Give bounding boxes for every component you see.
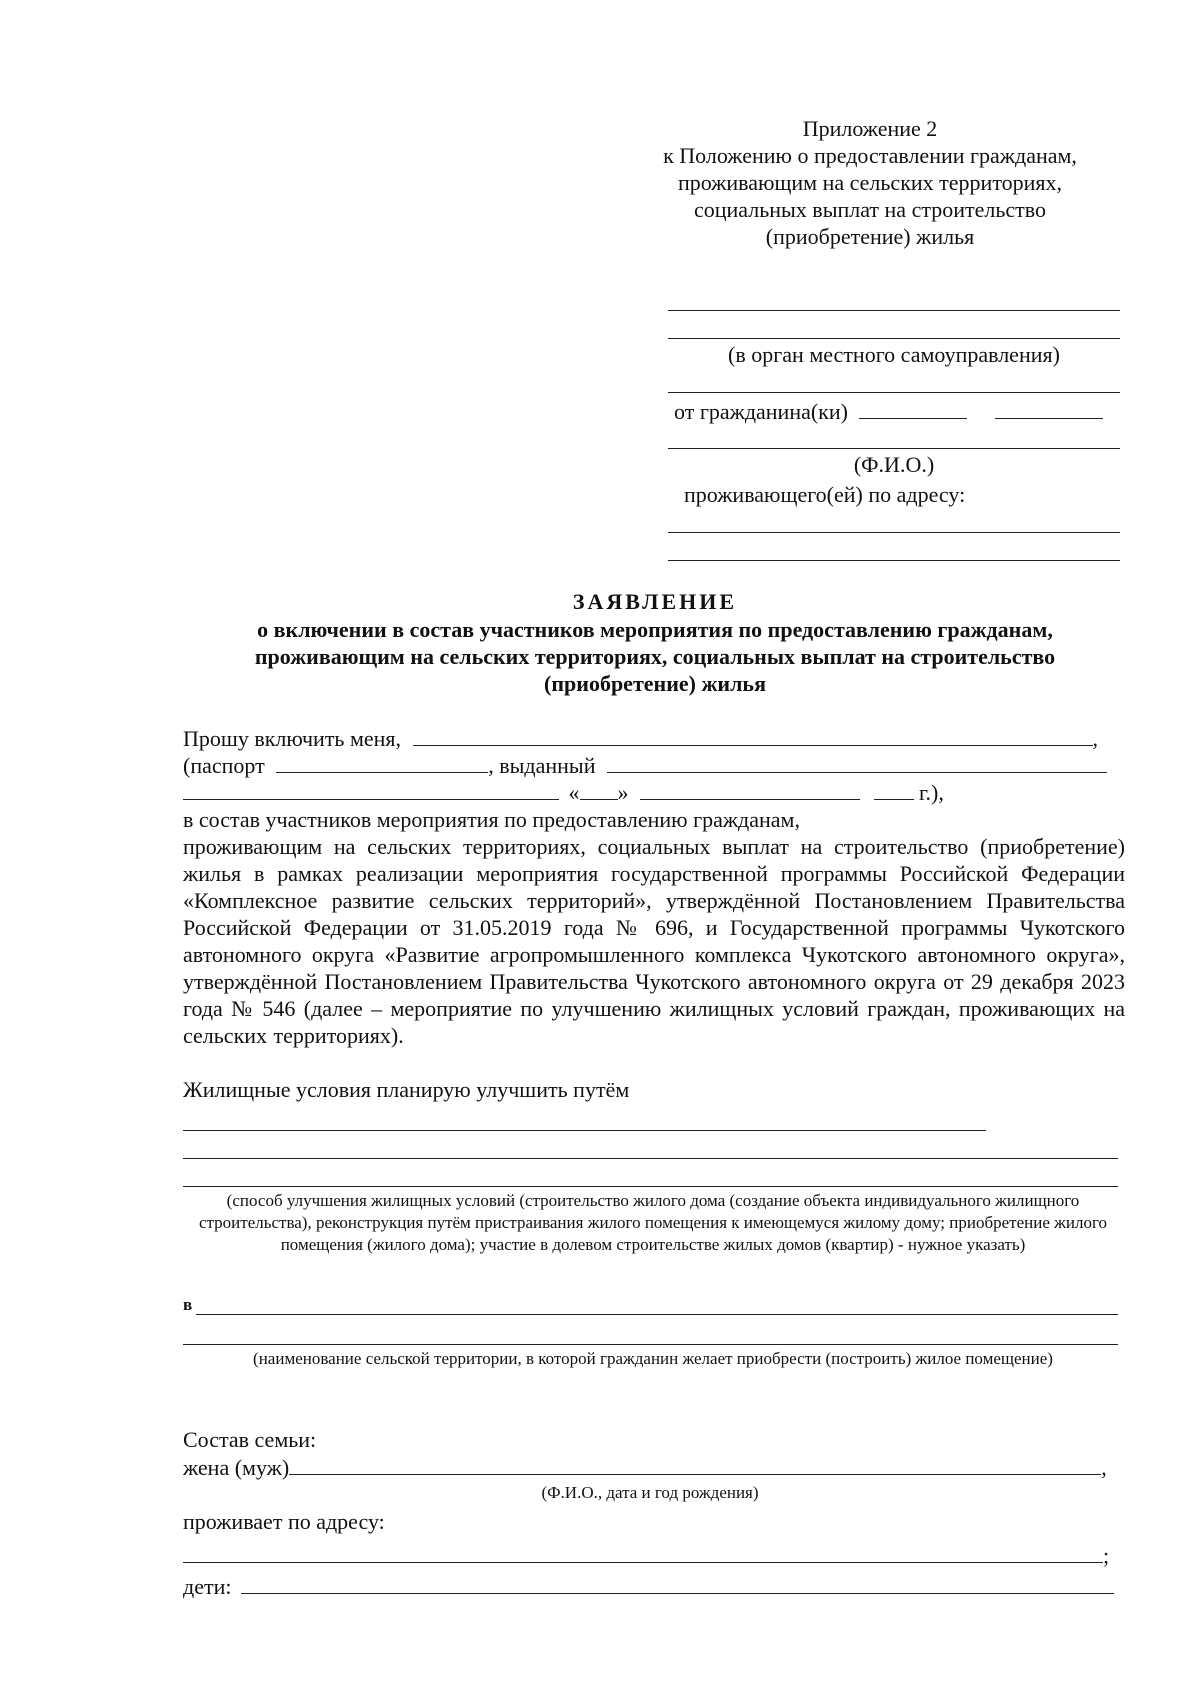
from-citizen-field-2[interactable]	[995, 400, 1103, 419]
issue-date-row	[183, 779, 944, 806]
family-address-semicolon: ;	[1103, 1543, 1110, 1568]
children-field[interactable]	[241, 1575, 1114, 1594]
children-label: дети:	[183, 1574, 232, 1599]
passport-issuer-field[interactable]	[607, 754, 1107, 773]
address-line-1[interactable]	[668, 532, 1120, 533]
method-caption: (способ улучшения жилищных условий (строительство жилого дома (создание объекта индивидуального жилищного строительства), реконструкция путём пристраивания жилого помещения к имеющемуся жилому дому; приобретение жилого помещения (жилого дома); участие в долевом строительстве жилых домов (квартир) - нужное указать)	[198, 1191, 1107, 1254]
territory-line-1[interactable]	[196, 1314, 1118, 1315]
spouse-comma: ,	[1101, 1455, 1107, 1480]
issued-label: , выданный	[488, 753, 596, 778]
quote-close: »	[617, 780, 629, 805]
request-label: Прошу включить меня,	[183, 726, 402, 751]
program-paragraph: проживающим на сельских территориях, социальных выплат на строительство (приобретение) жилья в рамках реализации мероприятия государственной программы Российской Федерации «Комплексное развитие сельских территорий», утверждённой Постановлением Правительства Российской Федерации от 31.05.2019 года № 696, и Государственной программы Чукотского автономного округа «Развитие агропромышленного комплекса Чукотского автономного округа», утверждённой Постановлением Правительства Чукотского автономного округа от 29 декабря 2023 года № 546 (далее – мероприятие по улучшению жилищных условий граждан, проживающих на сельских территориях).	[183, 834, 1125, 1048]
organ-line-2[interactable]	[668, 338, 1120, 339]
appendix-line: к Положению о предоставлении гражданам,	[663, 143, 1077, 168]
appendix-block	[640, 115, 1100, 250]
appendix-line: (приобретение) жилья	[765, 224, 975, 249]
document-subtitle	[150, 616, 1160, 697]
passport-issuer-field-2[interactable]	[183, 781, 559, 800]
fio-line[interactable]	[668, 448, 1120, 449]
family-address-row	[183, 1542, 1109, 1569]
appendix-line: социальных выплат на строительство	[693, 197, 1047, 222]
family-heading: Состав семьи:	[183, 1427, 317, 1452]
subtitle-line: проживающим на сельских территориях, социальных выплат на строительство	[254, 644, 1056, 669]
issue-year-field[interactable]	[874, 781, 914, 800]
children-row	[183, 1573, 1114, 1600]
from-citizen-field-1[interactable]	[859, 400, 967, 419]
organ-line-1[interactable]	[668, 310, 1120, 311]
issue-day-field[interactable]	[580, 781, 618, 800]
territory-line-2[interactable]	[183, 1344, 1118, 1345]
issue-month-field[interactable]	[640, 781, 860, 800]
applicant-name-field[interactable]	[413, 727, 1093, 746]
passport-row	[183, 752, 1107, 779]
spouse-field[interactable]	[289, 1456, 1101, 1475]
improve-label: Жилищные условия планирую улучшить путём	[183, 1077, 630, 1102]
appendix-title: Приложение 2	[802, 116, 938, 141]
method-line-3[interactable]	[183, 1186, 1118, 1187]
method-line-1[interactable]	[183, 1130, 986, 1131]
spouse-caption: (Ф.И.О., дата и год рождения)	[541, 1483, 759, 1502]
spouse-label: жена (муж)	[183, 1455, 290, 1480]
family-address-label: проживает по адресу:	[183, 1509, 385, 1534]
year-suffix: г.),	[919, 780, 944, 805]
document-title: ЗАЯВЛЕНИЕ	[572, 589, 738, 614]
territory-in-label: в	[183, 1295, 193, 1314]
subtitle-line: (приобретение) жилья	[544, 671, 766, 696]
organ-line-3[interactable]	[668, 392, 1120, 393]
fio-caption: (Ф.И.О.)	[853, 452, 935, 477]
from-citizen-label: от гражданина(ки)	[674, 399, 848, 424]
family-address-field[interactable]	[183, 1544, 1103, 1563]
method-line-2[interactable]	[183, 1158, 1118, 1159]
subtitle-line: о включении в состав участников мероприятия по предоставлению гражданам,	[257, 617, 1053, 642]
passport-number-field[interactable]	[276, 754, 488, 773]
request-row	[183, 725, 1098, 752]
address-line-2[interactable]	[668, 560, 1120, 561]
organ-caption: (в орган местного самоуправления)	[728, 342, 1060, 367]
from-citizen-row	[674, 398, 1103, 425]
passport-label: (паспорт	[183, 753, 265, 778]
address-label: проживающего(ей) по адресу:	[684, 482, 966, 507]
territory-caption: (наименование сельской территории, в которой гражданин желает приобрести (построить) жилое помещение)	[253, 1349, 1053, 1368]
appendix-line: проживающим на сельских территориях,	[677, 170, 1063, 195]
into-line: в состав участников мероприятия по предоставлению гражданам,	[183, 807, 800, 832]
spouse-row	[183, 1454, 1107, 1481]
quote-open: «	[568, 780, 580, 805]
request-comma: ,	[1092, 726, 1099, 751]
